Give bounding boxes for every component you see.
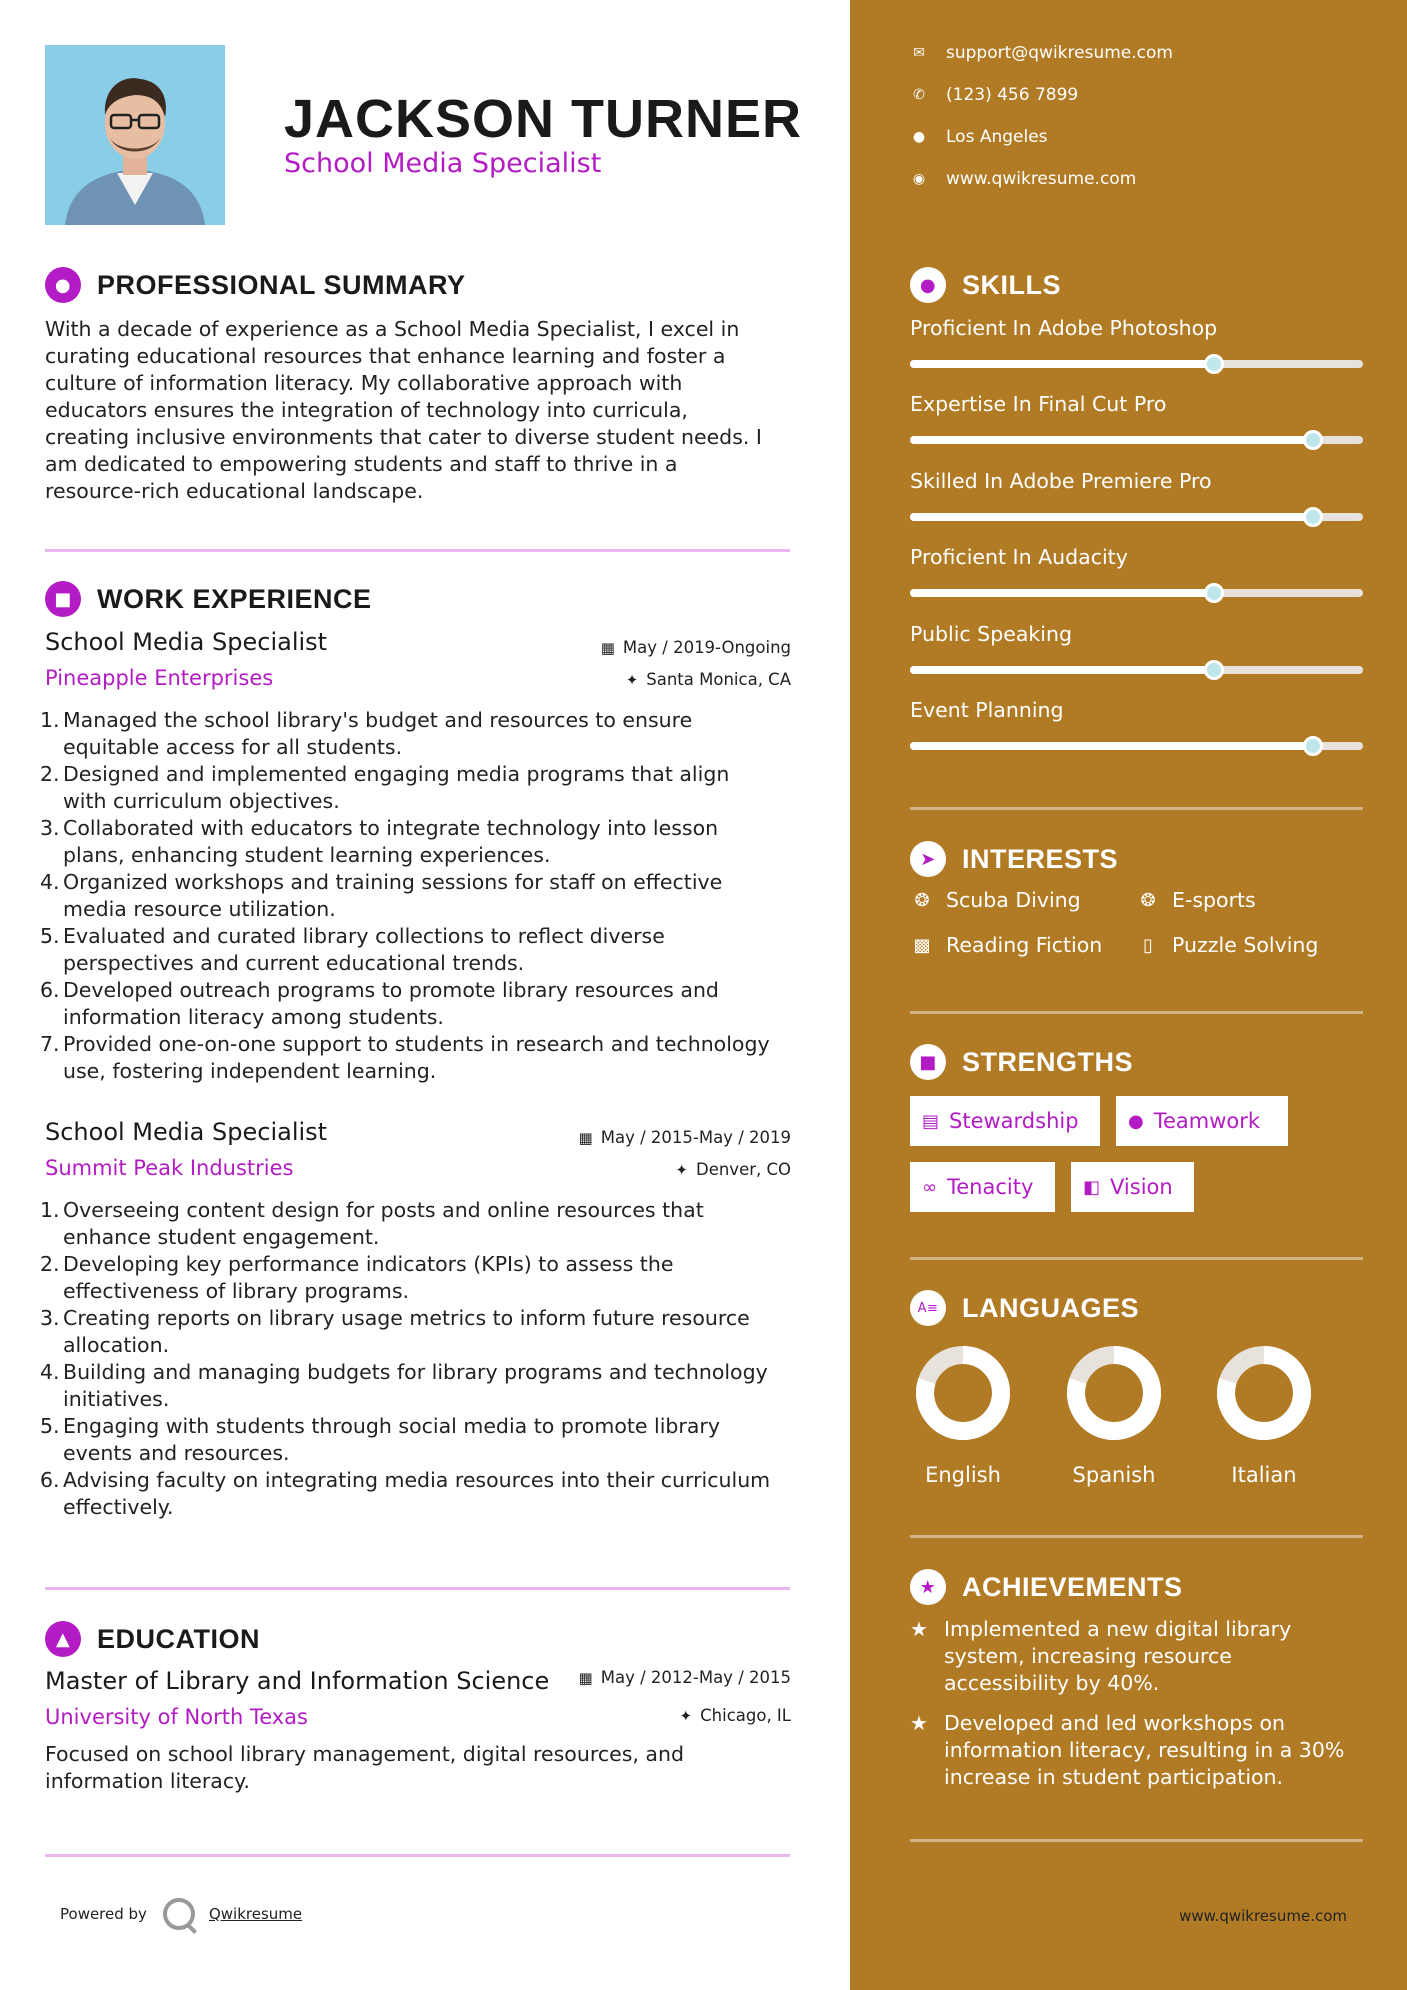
skill-name: Event Planning [910, 698, 1064, 722]
binoculars-icon: ◧ [1083, 1176, 1101, 1198]
list-item: 6. Advising faculty on integrating media resources into their curriculum effectively. [40, 1468, 771, 1519]
skill-name: Expertise In Final Cut Pro [910, 392, 1167, 417]
job-location: ✦ Santa Monica, CA [625, 670, 791, 689]
graduate-icon: ▲ [45, 1621, 81, 1657]
paper-plane-icon: ➤ [910, 841, 946, 877]
education-location: ✦ Chicago, IL [679, 1706, 791, 1725]
languages-heading: A≡ LANGUAGES [910, 1290, 1139, 1326]
section-divider [45, 1854, 790, 1857]
skill-level-knob [1303, 507, 1323, 527]
skill-level-knob [1204, 583, 1224, 603]
school-name: University of North Texas [45, 1705, 308, 1729]
skill-name: Proficient In Adobe Photoshop [910, 316, 1218, 340]
book-icon: ▯ [1143, 934, 1153, 956]
language-name: English [925, 1463, 1001, 1487]
interest-item: ▩ Reading Fiction [910, 933, 1102, 957]
skill-name: Public Speaking [910, 621, 1072, 646]
contact-location: ● Los Angeles [910, 127, 1048, 147]
star-icon: ★ [910, 1711, 928, 1735]
skill-level-bar [910, 666, 1363, 674]
list-item: 1. Overseeing content design for posts and online resources that enhance student engagement. [40, 1198, 704, 1249]
skill-level-bar [910, 589, 1363, 597]
calendar-icon: ▦ [600, 639, 615, 657]
degree-title: Master of Library and Information Science [45, 1667, 550, 1695]
skill-level-fill [910, 360, 1214, 368]
map-pin-icon: ● [912, 129, 926, 145]
pin-icon: ✦ [675, 1161, 688, 1179]
language-level-ring [913, 1343, 1013, 1443]
achievements-heading: ★ ACHIEVEMENTS [910, 1569, 1183, 1605]
briefcase-icon: ▤ [922, 1110, 940, 1132]
job-location: ✦ Denver, CO [675, 1160, 791, 1179]
language-level-ring [1064, 1343, 1164, 1443]
skill-level-knob [1204, 354, 1224, 374]
language-item [1214, 1343, 1314, 1487]
strength-tag: ▤ Stewardship [910, 1096, 1100, 1146]
lifebuoy-icon: ❂ [1140, 889, 1156, 911]
language-icon: A≡ [910, 1290, 946, 1326]
list-item: 2. Designed and implemented engaging media programs that align with curriculum objectives. [40, 762, 730, 813]
pin-icon: ✦ [625, 671, 639, 689]
gamepad-icon: ▩ [913, 934, 931, 956]
calendar-icon: ▦ [578, 1129, 593, 1147]
lightbulb-icon: ● [910, 267, 946, 303]
contact-phone: ✆ (123) 456 7899 [910, 85, 1078, 105]
experience-heading: ■ WORK EXPERIENCE [45, 581, 372, 617]
skill-level-bar [910, 360, 1363, 368]
interest-item: ❂ Scuba Diving [910, 888, 1081, 912]
job-dates: ▦ May / 2015-May / 2019 [578, 1128, 791, 1147]
education-dates: ▦ May / 2012-May / 2015 [578, 1668, 791, 1687]
skill-level-fill [910, 589, 1214, 597]
skill-level-knob [1204, 660, 1224, 680]
skill-level-bar [910, 742, 1363, 750]
job-title: School Media Specialist [45, 1118, 328, 1146]
job-responsibilities [40, 1197, 805, 1521]
skill-level-fill [910, 513, 1313, 521]
job-responsibilities [40, 707, 805, 1085]
job-title: School Media Specialist [45, 628, 328, 656]
strength-tag: ◧ Vision [1071, 1162, 1194, 1212]
strength-tag: ∞ Tenacity [910, 1162, 1055, 1212]
phone-icon: ✆ [913, 87, 925, 103]
summary-text: With a decade of experience as a School Media Specialist, I excel in curating educational resources that enhance learning and foster a culture of information literacy. My collaborative approach with educators ensures the integration of technology into curricula, creating inclusive environments that cater to diverse student needs. I am dedicated to empowering students and staff to thrive in a resource-rich educational landscape. [45, 317, 762, 503]
language-item [1064, 1343, 1164, 1487]
envelope-icon: ✉ [913, 45, 925, 61]
job-dates: ▦ May / 2019-Ongoing [600, 638, 791, 657]
pin-icon: ✦ [679, 1707, 693, 1725]
language-level-ring [1214, 1343, 1314, 1443]
skill-name: Skilled In Adobe Premiere Pro [910, 468, 1212, 493]
star-icon: ★ [910, 1617, 928, 1641]
language-item [913, 1343, 1013, 1487]
powered-by: Powered by Qwikresume [60, 1898, 302, 1930]
fist-icon: ■ [910, 1044, 946, 1080]
candidate-title: School Media Specialist [284, 148, 602, 179]
globe-icon: ◉ [912, 171, 926, 187]
job-company: Summit Peak Industries [45, 1156, 294, 1180]
skills-heading: ● SKILLS [910, 267, 1061, 303]
education-heading: ▲ EDUCATION [45, 1621, 260, 1657]
skill-level-fill [910, 742, 1313, 750]
list-item: 6. Developed outreach programs to promote library resources and information literacy among students. [40, 978, 719, 1029]
job-company: Pineapple Enterprises [45, 666, 274, 690]
calendar-icon: ▦ [578, 1669, 593, 1687]
qwikresume-link[interactable]: Qwikresume [208, 1905, 303, 1923]
strength-tag: ● Teamwork [1116, 1096, 1288, 1146]
language-name: Spanish [1072, 1463, 1156, 1487]
strengths-heading: ■ STRENGTHS [910, 1044, 1133, 1080]
candidate-name: JACKSON TURNER [284, 89, 803, 149]
link-icon: ∞ [922, 1176, 937, 1198]
list-item: 3. Creating reports on library usage metrics to inform future resource allocation. [40, 1306, 750, 1357]
list-item: 3. Collaborated with educators to integrate technology into lesson plans, enhancing student learning experiences. [40, 816, 719, 867]
skill-name: Proficient In Audacity [910, 545, 1128, 570]
briefcase-chair-icon: ■ [45, 581, 81, 617]
section-divider [910, 1257, 1363, 1260]
list-item: 1. Managed the school library's budget and resources to ensure equitable access for all students. [40, 708, 693, 759]
education-description: Focused on school library management, digital resources, and information literacy. [45, 1742, 684, 1793]
skill-level-fill [910, 666, 1214, 674]
section-divider [45, 549, 790, 552]
interests-heading: ➤ INTERESTS [910, 841, 1118, 877]
footer-website[interactable]: www.qwikresume.com [1179, 1907, 1347, 1925]
skill-level-fill [910, 436, 1313, 444]
qwikresume-logo-icon [163, 1898, 195, 1930]
achievement-item: ★ Implemented a new digital library system, increasing resource accessibility by 40%. [910, 1617, 1292, 1695]
contact-email[interactable]: ✉ support@qwikresume.com [910, 43, 1173, 63]
user-icon: ● [45, 267, 81, 303]
list-item: 2. Developing key performance indicators (KPIs) to assess the effectiveness of library programs. [40, 1252, 674, 1303]
profile-photo [45, 45, 225, 225]
list-item: 5. Engaging with students through social media to promote library events and resources. [40, 1414, 720, 1465]
summary-heading: ● PROFESSIONAL SUMMARY [45, 267, 466, 303]
list-item: 5. Evaluated and curated library collections to reflect diverse perspectives and current educational trends. [40, 924, 665, 975]
section-divider [910, 1011, 1363, 1014]
achievement-item: ★ Developed and led workshops on information literacy, resulting in a 30% increase in student participation. [910, 1711, 1345, 1789]
lifebuoy-icon: ❂ [914, 889, 930, 911]
list-item: 4. Building and managing budgets for library programs and technology initiatives. [40, 1360, 768, 1411]
section-divider [910, 1535, 1363, 1538]
interest-item: ▯ Puzzle Solving [1136, 933, 1318, 957]
contact-website[interactable]: ◉ www.qwikresume.com [910, 169, 1136, 189]
section-divider [910, 1839, 1363, 1842]
section-divider [45, 1587, 790, 1590]
skill-level-bar [910, 513, 1363, 521]
users-icon: ● [1128, 1110, 1144, 1132]
star-badge-icon: ★ [910, 1569, 946, 1605]
list-item: 4. Organized workshops and training sessions for staff on effective media resource utilization. [40, 870, 723, 921]
section-divider [910, 807, 1363, 810]
interest-item: ❂ E-sports [1136, 888, 1256, 912]
language-name: Italian [1231, 1463, 1297, 1487]
list-item: 7. Provided one-on-one support to students in research and technology use, fostering independent learning. [40, 1032, 770, 1083]
skill-level-bar [910, 436, 1363, 444]
